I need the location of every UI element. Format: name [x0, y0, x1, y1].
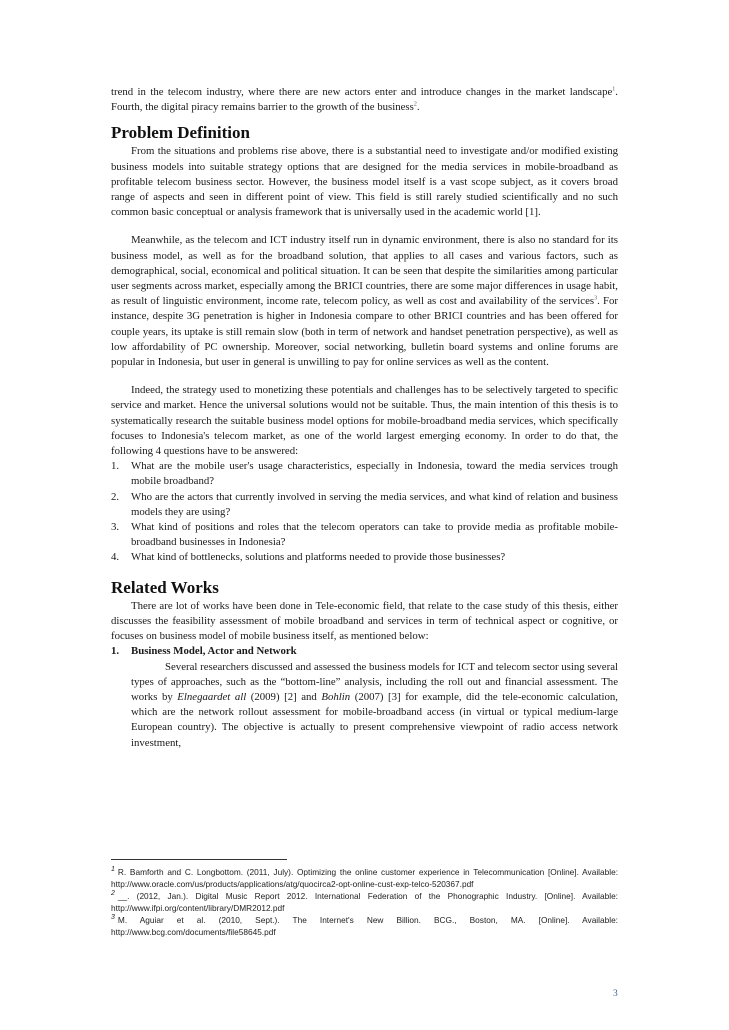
footnote-ref-1[interactable]: 1 [612, 86, 616, 93]
page-body [111, 85, 618, 751]
problem-paragraph-3: Indeed, the strategy used to monetizing these potentials and challenges has to be selectively targeted to specific service and market. Hence the universal solutions would not be suitable. Thus, the main intention of this thesis is to systematically research the suitable business model options for mobile-broadband media services, which specifically focuses to Indonesia's telecom market, as one of the world largest emerging economy. In order to do that, the following 4 questions have to be answered: [111, 384, 618, 458]
related-paragraph-1: There are lot of works have been done in Tele-economic field, that relate to the case study of this thesis, either discusses the feasibility assessment of mobile broadband and services in term of technical aspect or cognitive, or focuses on business model of mobile business itself, as mentioned below: [111, 599, 618, 643]
list-item: 3. What kind of positions and roles that the telecom operators can take to provide media as profitable mobile-broadband businesses in Indonesia? [111, 521, 618, 549]
list-item: 1. What are the mobile user's usage characteristics, especially in Indonesia, toward the media services trough mobile broadband? [111, 460, 618, 488]
problem-paragraph-2: Meanwhile, as the telecom and ICT industry itself run in dynamic environment, there is also no standard for its business model, as well as for the broadband solution, that applies to all cases and various factors, such as demographical, social, economical and political situation. It can be seen that despite the similarities among particular user segments across market, especially among the BRICI countries, there are some major differences in usage habit, as result of linguistic environment, income rate, telecom policy, as well as cost and availability of the services$^3$. For instance, despite 3G penetration is higher in Indonesia compare to other BRICI countries and has been offered for couple years, its uptake is still remain slow (both in term of network and handset penetration perspective), as well as low affordability of PC ownership. Moreover, social networking, bulletin board systems and online forums are popular in Indonesia, but user in general is unwilling to pay for online services as well as the content. [111, 234, 618, 369]
footnote-3: $^3$ M. Aguiar et al. (2010, Sept.). The Internet's New Billion. BCG., Boston, MA. [Online]. Available: http://www.bcg.com/documents/file58645.pdf [111, 914, 618, 937]
footnotes [111, 866, 618, 938]
list-item: 4. What kind of bottlenecks, solutions and platforms needed to provide those businesses? [111, 551, 506, 564]
page-number: 3 [613, 989, 618, 999]
related-item-paragraph: Several researchers discussed and assessed the business models for ICT and telecom sector using several types of approaches, such as the “bottom-line” analysis, including the roll out and financial assessment. The works by Elnegaardet all (2009) [2] and Bohlin (2007) [3] for example, did the tele-economic calculation, which are the network rollout assessment for mobile-broadband access (in virtual or typical medium-large European country). The objective is actually to present comprehensive viewpoint of radio access network investment, [131, 660, 618, 749]
related-works-heading: Related Works [111, 577, 219, 597]
footnote-ref-2[interactable]: 2 [413, 101, 417, 108]
footnote-2: $^2$ __. (2012, Jan.). Digital Music Report 2012. International Federation of the Phonographic Industry. [Online]. Available: http://www.ifpi.org/content/library/DMR2012.pdf [111, 890, 618, 913]
related-item-business-model: 1. Business Model, Actor and Network Several researchers discussed and assessed the business models for ICT and telecom sector using several types of approaches, such as the “bottom-line” analysis, including the roll out and financial assessment. The works by Elnegaardet all (2009) [2] and Bohlin (2007) [3] for example, did the tele-economic calculation, which are the network rollout assessment for mobile-broadband access (in virtual or typical medium-large European country). The objective is actually to present comprehensive viewpoint of radio access network investment, [111, 644, 618, 750]
list-item: 2. Who are the actors that currently involved in serving the media services, and what kind of relation and business models they are using? [111, 490, 618, 518]
footnote-divider [111, 859, 287, 860]
footnote-1: $^1$ R. Bamforth and C. Longbottom. (2011, July). Optimizing the online customer experience in Telecommunication [Online]. Available: http://www.oracle.com/us/products/applications/atg/quocirca2-opt-online-cust-exp-telco-520367.pdf [111, 866, 618, 889]
problem-paragraph-1: From the situations and problems rise above, there is a substantial need to investigate and/or modified existing business models into suitable strategy options that are designed for the media services in mobile-broadband as profitable telecom business sector. However, the business model itself is a vast scope subject, as it covers broad range of aspects and seen in different point of view. This field is still rarely studied scientifically and no such common basic conceptual or analysis framework that is universally used in the academic world [1]. [111, 145, 618, 219]
research-questions-list [111, 459, 618, 565]
intro-paragraph: trend in the telecom industry, where there are new actors enter and introduce changes in the market landscape$^1$. Fourth, the digital piracy remains barrier to the growth of the business$^2$. [111, 86, 618, 114]
footnote-ref-3[interactable]: 3 [594, 295, 598, 302]
related-item-title: Business Model, Actor and Network [131, 645, 297, 658]
problem-definition-heading: Problem Definition [111, 123, 250, 143]
